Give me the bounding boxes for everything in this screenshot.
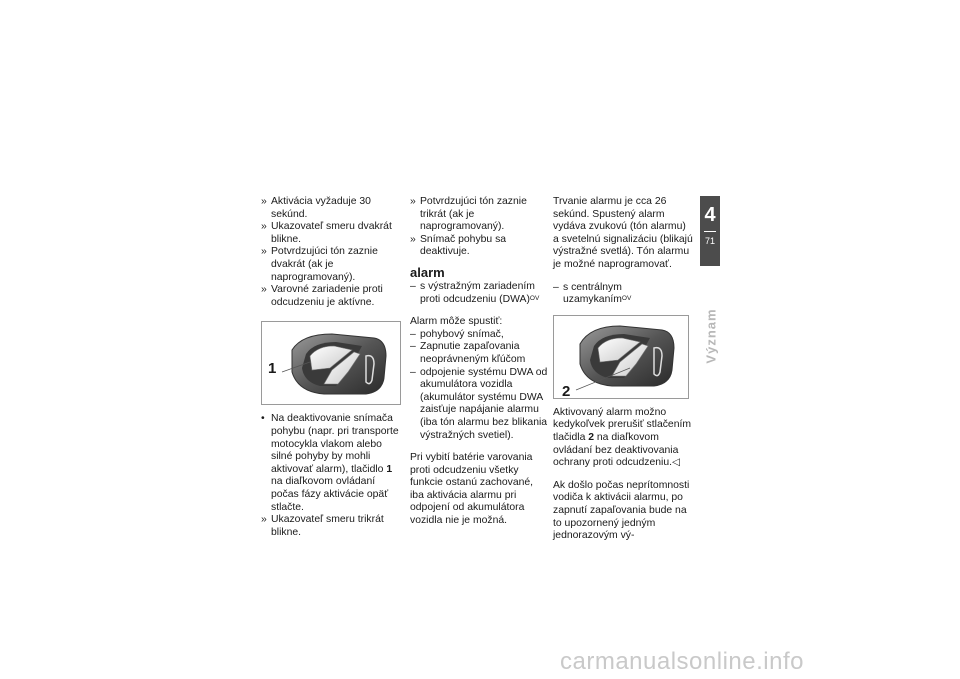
paragraph-alarm-triggers: Alarm môže spustiť: — [410, 316, 503, 328]
text-after: na diaľkovom ovládaní bez deaktivovania ochrany proti odcudzeniu.◁ — [553, 431, 680, 469]
list-marker: – — [410, 328, 416, 340]
remote-key-figure-2 — [553, 315, 689, 399]
chapter-tab — [700, 196, 720, 266]
ov-superscript: OV — [529, 294, 540, 302]
list-marker: – — [410, 366, 416, 378]
list-marker: » — [261, 246, 267, 258]
list-item — [261, 514, 401, 539]
list-item — [410, 367, 548, 443]
list-item — [410, 196, 548, 234]
list-marker: » — [261, 514, 267, 526]
list-item — [261, 246, 401, 284]
list-text: Ukazovateľ smeru dvakrát blikne. — [271, 221, 392, 245]
step-list-bottom — [261, 413, 401, 539]
list-marker: • — [261, 413, 265, 425]
ov-superscript: OV — [621, 295, 632, 303]
list-text: Ukazovateľ smeru trikrát blikne. — [271, 514, 384, 538]
list-item — [261, 196, 401, 221]
list-marker: – — [553, 281, 559, 293]
list-item — [261, 284, 401, 309]
remote-key-illustration — [262, 322, 400, 404]
list-text: s centrálnym uzamykaním — [563, 281, 622, 306]
list-marker: » — [261, 196, 267, 207]
list-text: Potvrdzujúci tón zaznie dvakrát (ak je naprogramovaný). — [271, 246, 378, 283]
chapter-number: 4 — [704, 204, 716, 226]
callout-2: 2 — [562, 382, 571, 400]
list-text: Potvrdzujúci tón zaznie trikrát (ak je naprogramovaný). — [420, 196, 527, 233]
list-marker: » — [261, 221, 267, 233]
list-item — [410, 234, 548, 259]
column-3 — [553, 196, 693, 543]
list-item-ov-central-locking — [553, 282, 693, 307]
remote-key-figure-1 — [261, 321, 401, 405]
list-text: pohybový snímač, — [420, 328, 504, 340]
chapter-sidebar-label: Význam — [703, 308, 719, 364]
text-before: Na deaktivovanie snímača pohybu (napr. pri transporte motocykla vlakom alebo silné pohyby by mohli aktivovať alarm), tlačidlo — [271, 413, 399, 475]
column-2 — [410, 196, 548, 528]
list-item-ov-dwa — [410, 281, 548, 306]
text-after: na diaľkovom ovládaní počas fázy aktivácie opäť stlačte. — [271, 476, 389, 513]
list-marker: » — [410, 196, 416, 207]
list-text: Aktivácia vyžaduje 30 sekúnd. — [271, 196, 371, 220]
step-list-top — [261, 196, 401, 309]
callout-1: 1 — [268, 360, 277, 378]
paragraph-interrupt-alarm — [553, 407, 693, 470]
remote-key-illustration — [554, 316, 688, 398]
list-item — [410, 329, 548, 342]
list-marker: » — [410, 233, 416, 245]
list-text: odpojenie systému DWA od akumulátora vozidla (akumulátor systému DWA zaisťuje napájanie alarmu (iba tón alarmu bez blikania výstražných svetiel). — [420, 366, 548, 441]
text-before: Aktivovaný alarm možno kedykoľvek prerušiť stlačením tlačidla — [553, 406, 692, 443]
paragraph-alarm-duration: Trvanie alarmu je cca 26 sekúnd. Spustený alarm vydáva zvukovú (tón alarmu) a svetelnú signalizáciu (blikajú výstražné svetlá). Tón alarmu je možné naprogramovať. — [553, 196, 693, 270]
list-text: Snímač pohybu sa deaktivuje. — [420, 233, 507, 258]
list-text: Varovné zariadenie proti odcudzeniu je aktívne. — [271, 284, 383, 308]
list-marker: » — [261, 284, 267, 296]
list-text: s výstražným zariadením proti odcudzeniu (DWA) — [420, 280, 535, 305]
list-item — [261, 221, 401, 246]
paragraph-battery: Pri vybití batérie varovania proti odcudzeniu všetky funkcie ostanú zachované, iba aktivácia alarmu pri odpojení od akumulátora vozidla nie je možná. — [410, 452, 534, 527]
watermark: carmanualsonline.info — [560, 648, 804, 675]
button-reference-1: 1 — [386, 463, 393, 475]
list-text: Zapnutie zapaľovania neoprávneným kľúčom — [420, 341, 526, 365]
page-number: 71 — [704, 236, 715, 246]
paragraph-absence-alarm: Ak došlo počas neprítomnosti vodiča k aktivácii alarmu, po zapnutí zapaľovania bude na to upozornený jedným jednorazovým vý- — [553, 479, 690, 542]
step-list-top-2 — [410, 196, 548, 259]
list-marker: – — [410, 280, 416, 292]
section-heading-alarm: alarm — [410, 264, 445, 280]
list-item — [410, 341, 548, 366]
list-item — [261, 413, 401, 514]
alarm-trigger-list — [410, 329, 548, 442]
list-marker: – — [410, 341, 416, 353]
button-reference-2: 2 — [588, 431, 595, 443]
column-1 — [261, 196, 401, 539]
tab-divider — [704, 231, 716, 232]
